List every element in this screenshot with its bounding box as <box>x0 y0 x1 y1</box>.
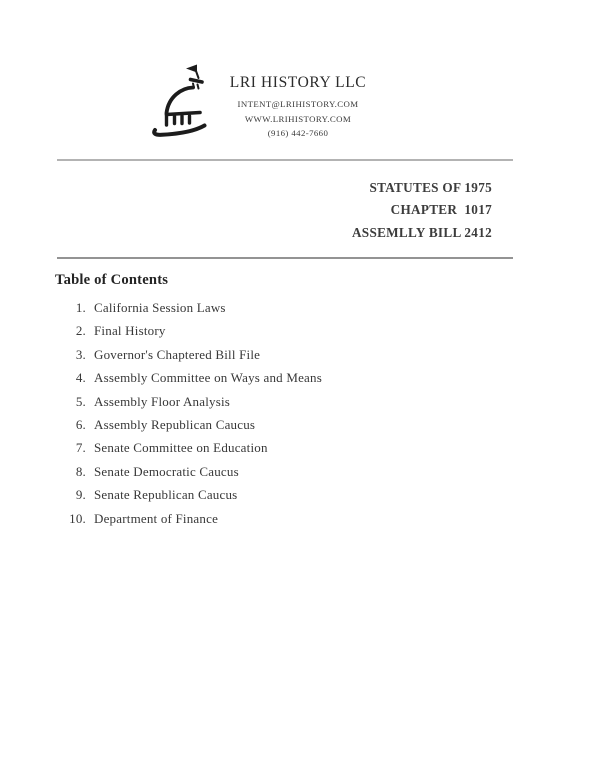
company-email: INTENT@LRIHISTORY.COM <box>237 99 359 109</box>
toc-item-number: 10. <box>69 510 86 526</box>
company-phone: (916) 442-7660 <box>267 128 329 139</box>
divider-bottom <box>57 257 513 259</box>
toc-item-label: Assembly Republican Caucus <box>94 416 256 432</box>
toc-item-label: Senate Democratic Caucus <box>94 463 239 479</box>
document-info <box>0 177 492 244</box>
toc-item-number: 1. <box>75 300 86 315</box>
company-name: LRI HISTORY LLC <box>229 74 367 91</box>
toc-item-number: 2. <box>75 323 86 339</box>
toc-item-label: Assembly Floor Analysis <box>94 393 231 409</box>
toc-item <box>56 394 516 417</box>
toc-item <box>56 347 516 370</box>
toc-item-number: 7. <box>75 440 86 456</box>
toc-item-number: 5. <box>75 393 86 409</box>
toc-item <box>56 440 516 463</box>
toc-item-label: Assembly Committee on Ways and Means <box>94 370 322 386</box>
toc-item-number: 6. <box>75 416 86 432</box>
toc-item-number: 3. <box>75 346 86 362</box>
toc-item <box>56 323 516 346</box>
toc-item <box>56 464 516 487</box>
divider-top <box>57 159 513 161</box>
toc-item-label: Final History <box>94 323 166 339</box>
toc-item <box>56 511 516 534</box>
toc-item <box>56 300 516 323</box>
company-website: WWW.LRIHISTORY.COM <box>244 113 352 124</box>
toc-item-label: California Session Laws <box>94 300 226 315</box>
toc-item-label: Senate Republican Caucus <box>94 487 238 503</box>
toc-item-number: 4. <box>75 370 86 386</box>
toc-item-label: Department of Finance <box>94 510 219 526</box>
toc-item <box>56 487 516 510</box>
toc-heading: Table of Contents <box>55 272 169 288</box>
toc-list <box>56 300 516 534</box>
toc-item-number: 9. <box>75 487 86 503</box>
toc-item <box>56 370 516 393</box>
bill-line: ASSEMLLY BILL 2412 <box>351 224 492 240</box>
toc-item-label: Senate Committee on Education <box>94 440 268 456</box>
letterhead <box>210 74 386 138</box>
statutes-line: STATUTES OF 1975 <box>369 180 492 195</box>
toc-item-label: Governor's Chaptered Bill File <box>94 346 261 362</box>
toc-item <box>56 417 516 440</box>
chapter-line: CHAPTER 1017 <box>390 202 492 218</box>
toc-item-number: 8. <box>75 463 86 479</box>
